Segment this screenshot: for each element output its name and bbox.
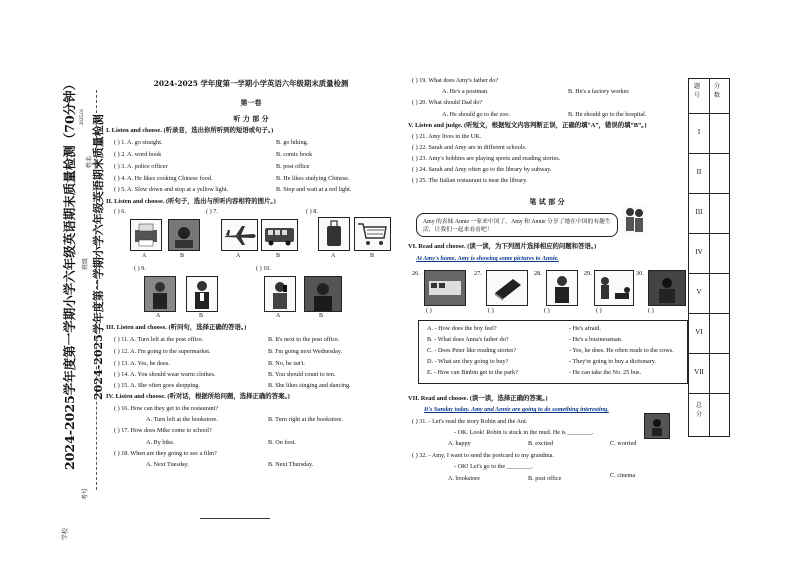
section2-heading: II. Listen and choose. (听句子，选出与所听内容相符的图片。) bbox=[106, 198, 276, 205]
q11: ( ) 11. A. Turn left at the post office. bbox=[114, 336, 204, 343]
q31-picture bbox=[644, 413, 670, 439]
score-row-3: III bbox=[689, 193, 729, 234]
pic30-answer[interactable]: ( ) bbox=[648, 307, 654, 314]
q9-b-label: B bbox=[199, 313, 204, 319]
score-row-2: II bbox=[689, 153, 729, 194]
q8-a-label: A bbox=[331, 253, 336, 259]
pic29-answer[interactable]: ( ) bbox=[596, 307, 602, 314]
name-label: 姓名 bbox=[87, 155, 93, 168]
q15-b: B. She likes singing and dancing. bbox=[268, 382, 351, 389]
q9-picture-b-man bbox=[186, 276, 218, 312]
q2: ( ) 2. A. word book bbox=[114, 151, 162, 158]
q16: ( ) 16. How can they get to the restaurant? bbox=[114, 405, 219, 412]
section4-heading: IV. Listen and choose. (听对话，根据所给问题，选择正确的答案。) bbox=[106, 393, 290, 400]
q8-picture-a-suitcase bbox=[318, 217, 350, 251]
pic27-dictionary bbox=[486, 270, 528, 306]
q31-opt-b: B. excited bbox=[528, 440, 554, 447]
q3: ( ) 3. A. police officer bbox=[114, 163, 168, 170]
q10: ( ) 10. bbox=[256, 265, 271, 272]
q18-a: A. Next Tuesday. bbox=[146, 461, 189, 468]
pic27-num: 27. bbox=[474, 270, 482, 277]
section3-heading: III. Listen and choose. (听问句，选择正确的答语。) bbox=[106, 324, 247, 331]
intro-text: Amy 的表妹 Annie 一家来中国了，Amy 和 Annie 分享了她在中国的有趣生活，让我们一起来看看吧！ bbox=[423, 219, 611, 233]
pic30-reading bbox=[648, 270, 686, 306]
q16-b: B. Turn right at the bookstore. bbox=[268, 416, 343, 423]
q12: ( ) 12. A. I'm going to the supermarket. bbox=[114, 348, 211, 355]
q14: ( ) 14. A. You should wear warm clothes. bbox=[114, 371, 216, 378]
q31-opt-c: C. worried bbox=[610, 440, 637, 447]
sidebar-big-title: 2024-2025学年度第一学期小学六年级英语期末质量检测（70分钟） bbox=[62, 77, 77, 470]
score-table bbox=[688, 78, 730, 437]
pic26-bus bbox=[424, 270, 466, 306]
q8-b-label: B bbox=[370, 253, 375, 259]
q10-picture-a-phone bbox=[264, 276, 296, 312]
q32-opt-c: C. cinema bbox=[610, 472, 636, 479]
q11-b: B. It's next to the post office. bbox=[268, 336, 340, 343]
story-line: At Amy's home, Amy is showing some pictures to Annie. bbox=[416, 255, 559, 262]
volume-label: 第一卷 bbox=[240, 98, 262, 107]
score-header-number: 题号 bbox=[694, 84, 701, 99]
q32-opt-b: B. post office bbox=[528, 475, 562, 482]
score-row-1: I bbox=[689, 113, 729, 154]
q15: ( ) 15. A. She often goes shopping. bbox=[114, 382, 200, 389]
sunday-line: It's Sunday today. Amy and Annie are going to do something interesting. bbox=[424, 406, 609, 413]
q1: ( ) 1. A. go straight. bbox=[114, 139, 163, 146]
q17-a: A. By bike. bbox=[146, 439, 175, 446]
score-row-7: VII bbox=[689, 353, 729, 394]
q32-opt-a: A. bookstore bbox=[448, 475, 480, 482]
q9: ( ) 9. bbox=[134, 265, 146, 272]
q7-a-label: A bbox=[236, 253, 241, 259]
q31-line2: - OK. Look! Robin is stuck in the mud. He is ________. bbox=[454, 429, 594, 436]
sidebar-vertical-title: 2024-2025学年度第一学期小学六年级英语期末质量检测 bbox=[92, 114, 105, 400]
q3-b: B. post office bbox=[276, 163, 310, 170]
q19-b: B. He's a factory worker. bbox=[568, 88, 630, 95]
q32: ( ) 32. - Amy, I want to send the postcard to my grandma. bbox=[412, 452, 554, 459]
q2-b: B. comic book bbox=[276, 151, 313, 158]
qa-e-a: - He can take the No. 25 bus. bbox=[569, 369, 641, 376]
qa-d-a: - They're going to buy a dictionary. bbox=[569, 358, 657, 365]
score-row-4: IV bbox=[689, 233, 729, 274]
score-row-total: 总分 bbox=[689, 393, 729, 436]
q18-b: B. Next Thursday. bbox=[268, 461, 314, 468]
qa-d-q: D. - What are they going to buy? bbox=[427, 358, 509, 365]
q6: ( ) 6. bbox=[114, 208, 126, 215]
binding-strip bbox=[0, 0, 105, 561]
score-row-5: V bbox=[689, 273, 729, 314]
pic28-businessman bbox=[546, 270, 578, 306]
qa-a-a: - He's afraid. bbox=[569, 325, 601, 332]
q4: ( ) 4. A. He likes cooking Chinese food. bbox=[114, 175, 213, 182]
footer-rule bbox=[200, 518, 270, 519]
intro-picture-girls bbox=[622, 204, 646, 236]
q6-picture-a-printer bbox=[130, 219, 162, 251]
right-column bbox=[408, 70, 686, 540]
pic26-answer[interactable]: ( ) bbox=[426, 307, 432, 314]
q17-b: B. On foot. bbox=[268, 439, 296, 446]
q13: ( ) 13. A. Yes, he does. bbox=[114, 360, 170, 367]
pic30-num: 30. bbox=[636, 270, 644, 277]
score-header-score: 分数 bbox=[714, 84, 721, 99]
q16-a: A. Turn left at the bookstore. bbox=[146, 416, 218, 423]
q7: ( ) 7. bbox=[206, 208, 218, 215]
q1-b: B. go hiking. bbox=[276, 139, 309, 146]
q5: ( ) 5. A. Slow down and stop at a yellow light. bbox=[114, 186, 229, 193]
section5-heading: V. Listen and judge. (听短文，根据短文内容判断正误，正确的填“A”，错误的填“B”。) bbox=[408, 122, 647, 129]
exam-title: 2024-2025 学年度第一学期小学英语六年级期末质量检测 bbox=[153, 79, 349, 88]
qa-c-q: C. - Does Peter like reading stories? bbox=[427, 347, 517, 354]
q8-picture-b-cart bbox=[354, 217, 391, 251]
qa-a-q: A. - How does the boy feel? bbox=[427, 325, 497, 332]
q24: ( ) 24. Sarah and Amy often go to the library by subway. bbox=[412, 166, 552, 173]
q9-picture-a-man bbox=[144, 276, 176, 312]
q22: ( ) 22. Sarah and Amy are in different schools. bbox=[412, 144, 527, 151]
q10-b-label: B bbox=[319, 313, 324, 319]
q5-b: B. Stop and wait at a red light. bbox=[276, 186, 352, 193]
q12-b: B. I'm going next Wednesday. bbox=[268, 348, 342, 355]
q14-b: B. You should count to ten. bbox=[268, 371, 336, 378]
listening-label: 听 力 部 分 bbox=[233, 114, 269, 123]
q4-b: B. He likes studying Chinese. bbox=[276, 175, 350, 182]
q20: ( ) 20. What should Dad do? bbox=[412, 99, 483, 106]
qa-b-q: B. - What does Anna's father do? bbox=[427, 336, 509, 343]
pic28-num: 28. bbox=[534, 270, 542, 277]
q6-b-label: B bbox=[180, 253, 185, 259]
q25: ( ) 25. The Italian restaurant is near the library. bbox=[412, 177, 528, 184]
q6-a-label: A bbox=[142, 253, 147, 259]
q9-a-label: A bbox=[156, 313, 161, 319]
q7-picture-a-plane bbox=[221, 219, 258, 251]
q20-b: B. He should go to the hospital. bbox=[568, 111, 647, 118]
q21: ( ) 21. Amy lives in the UK. bbox=[412, 133, 482, 140]
pic29-boy-dog bbox=[594, 270, 634, 306]
section7-heading: VII. Read and choose. (读一读，选择正确的答案。) bbox=[408, 395, 548, 402]
date-label: 2025.01 bbox=[80, 108, 85, 125]
section6-heading: VI. Read and choose. (读一读，为下列图片选择相应的问题和答语。) bbox=[408, 243, 597, 250]
score-row-6: VI bbox=[689, 313, 729, 354]
left-column bbox=[106, 70, 396, 540]
school-label: 学校 bbox=[63, 527, 69, 540]
q10-picture-b-portrait bbox=[304, 276, 342, 312]
q7-picture-b-bus bbox=[261, 219, 298, 251]
q6-picture-b-scene bbox=[168, 219, 200, 251]
q20-a: A. He should go to the zoo. bbox=[442, 111, 511, 118]
class-label: 班级 bbox=[83, 257, 89, 270]
binding-line bbox=[96, 90, 98, 490]
intro-box bbox=[416, 213, 618, 237]
q31: ( ) 31. - Let's read the story Robin and the Ant. bbox=[412, 418, 528, 425]
q32-line2: - OK! Let's go to the ________. bbox=[454, 463, 533, 470]
q19-a: A. He's a postman. bbox=[442, 88, 489, 95]
written-part-label: 笔 试 部 分 bbox=[529, 197, 565, 206]
q23: ( ) 23. Amy's hobbies are playing sports and reading stories. bbox=[412, 155, 561, 162]
q7-b-label: B bbox=[276, 253, 281, 259]
q10-a-label: A bbox=[276, 313, 281, 319]
q13-b: B. No, he isn't. bbox=[268, 360, 305, 367]
pic27-answer[interactable]: ( ) bbox=[488, 307, 494, 314]
exam-no-label: 考号 bbox=[83, 487, 89, 500]
q19: ( ) 19. What does Amy's father do? bbox=[412, 77, 499, 84]
pic26-num: 26. bbox=[412, 270, 420, 277]
pic29-num: 29. bbox=[584, 270, 592, 277]
q8: ( ) 8. bbox=[306, 208, 318, 215]
qa-b-a: - He's a businessman. bbox=[569, 336, 623, 343]
qa-c-a: - Yes, he does. He often reads to the cows. bbox=[569, 347, 674, 354]
q18: ( ) 18. When are they going to see a film? bbox=[114, 450, 217, 457]
section1-heading: I. Listen and choose. (听录音，选出你所听到的短语或句子。) bbox=[106, 127, 274, 134]
q17: ( ) 17. How does Mike come to school? bbox=[114, 427, 212, 434]
pic28-answer[interactable]: ( ) bbox=[544, 307, 550, 314]
q31-opt-a: A. happy bbox=[448, 440, 471, 447]
qa-box bbox=[418, 320, 688, 384]
qa-e-q: E. - How can Binbin get to the park? bbox=[427, 369, 518, 376]
